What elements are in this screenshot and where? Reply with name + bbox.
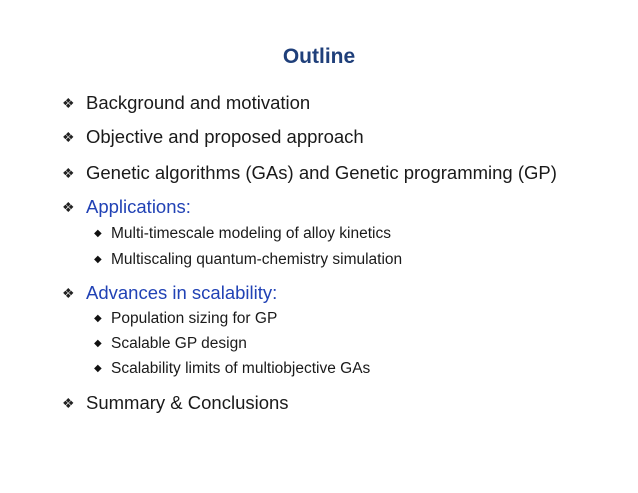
outline-item-label: Summary & Conclusions — [86, 392, 289, 413]
outline-subitem-label: Multiscaling quantum-chemistry simulation — [111, 251, 403, 268]
outline-subitem — [94, 224, 391, 244]
diamond-bullet-icon: ❖ — [62, 199, 75, 215]
outline-item-label: Background and motivation — [86, 92, 311, 113]
outline-subitem — [94, 250, 402, 270]
outline-subitem-label: Scalability limits of multiobjective GAs — [111, 360, 371, 377]
outline-subitem-label: Scalable GP design — [111, 335, 247, 352]
outline-item-background — [62, 92, 310, 114]
diamond-bullet-icon: ❖ — [62, 165, 75, 181]
outline-subitem-label: Population sizing for GP — [111, 310, 278, 327]
outline-item-scalability — [62, 282, 277, 304]
outline-subitem — [94, 359, 370, 379]
outline-item-summary — [62, 392, 289, 414]
small-diamond-bullet-icon: ◆ — [94, 228, 102, 239]
small-diamond-bullet-icon: ◆ — [94, 338, 102, 349]
outline-item-genetic-algorithms — [62, 162, 557, 184]
outline-subitem — [94, 309, 277, 329]
diamond-bullet-icon: ❖ — [62, 285, 75, 301]
outline-item-label: Advances in scalability: — [86, 282, 278, 303]
outline-item-label: Objective and proposed approach — [86, 126, 364, 147]
small-diamond-bullet-icon: ◆ — [94, 363, 102, 374]
outline-subitem — [94, 334, 247, 354]
outline-item-applications — [62, 196, 191, 218]
diamond-bullet-icon: ❖ — [62, 95, 75, 111]
diamond-bullet-icon: ❖ — [62, 129, 75, 145]
outline-item-label: Genetic algorithms (GAs) and Genetic programming (GP) — [86, 162, 557, 183]
slide-title: Outline — [282, 45, 356, 68]
outline-subitem-label: Multi-timescale modeling of alloy kinetics — [111, 225, 391, 242]
small-diamond-bullet-icon: ◆ — [94, 313, 102, 324]
small-diamond-bullet-icon: ◆ — [94, 254, 102, 265]
diamond-bullet-icon: ❖ — [62, 395, 75, 411]
outline-item-objective — [62, 126, 364, 148]
outline-item-label: Applications: — [86, 196, 191, 217]
